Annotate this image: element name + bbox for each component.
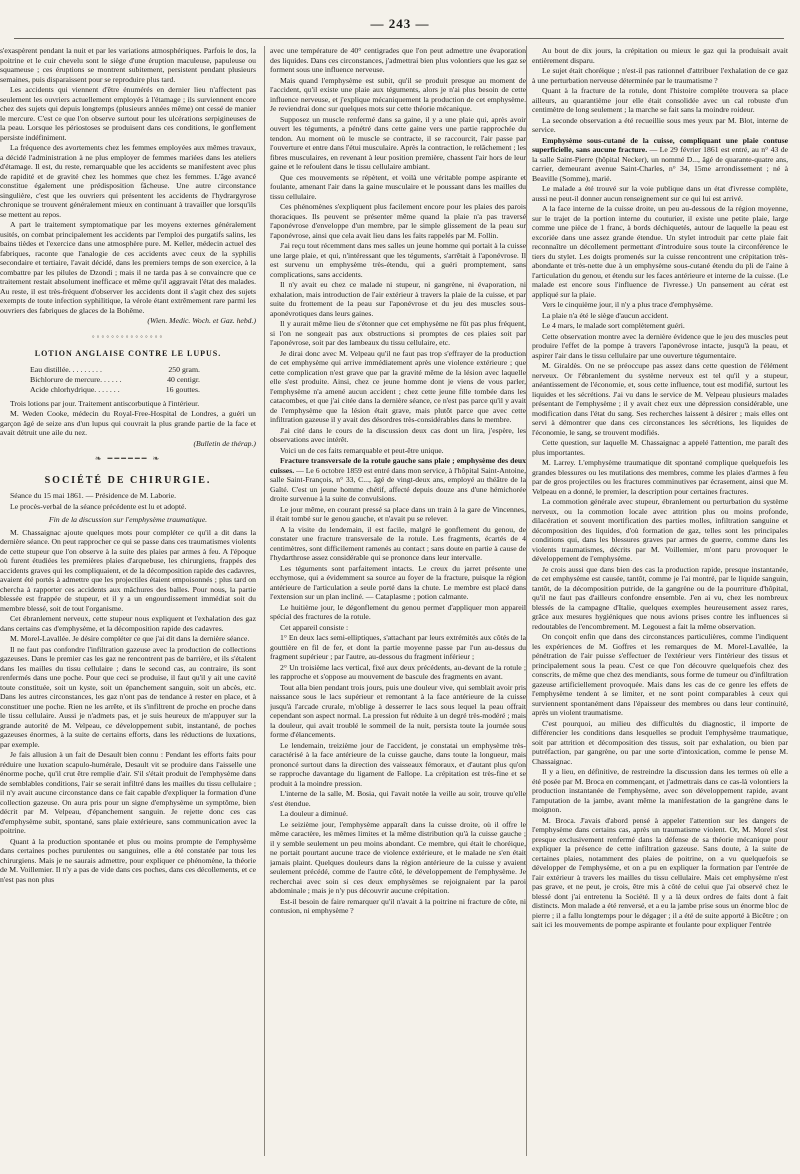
paragraph: Mais quand l'emphysème est subit, qu'il se produit presque au moment de l'accident, qu'il existe une plaie aux téguments, alors je n'ai plus besoin de cette influence nerveuse, et j'explique mécaniquement la production de cet emphysème. Je reviendrai donc sur quelques mots sur cette théorie mécanique. [270, 75, 526, 113]
paragraph [532, 136, 788, 184]
paragraph: Les accidents qui viennent d'être énumérés en dernier lieu n'affectent pas seulement les ouvriers actuellement employés à l'étamage ; ils surviennent encore chez des sujets qui depuis longtemps (plusieurs années même) ont cessé de manier le mercure. C'est ce que l'on observe surtout pour les ulcérations serpigineuses de la peau. Lorsque les périostoses se produisent dans ces conditions, le gonflement persiste indéfiniment. [0, 85, 256, 142]
paragraph: Le lendemain, treizième jour de l'accident, je constatai un emphysème très-caractérisé à la face antérieure de la cuisse gauche, dans toute la longueur, mais prononcé surtout dans la direction des vaisseaux fémoraux, et d'autant plus qu'on se rapproche davantage du ligament de Fallope. La crépitation est très-fine et se produit à la moindre pression. [270, 740, 526, 788]
paragraph: La commotion générale avec stupeur, ébranlement ou perturbation du système nerveux, ou la commotion locale avec attrition plus ou moins profonde, dilacération et souvent mortification des parties molles, infiltration sanguine et décomposition des liquides, d'où formation de gaz, telles sont les principales conditions qui, dans les blessures graves par armes de guerre, comme dans les violents traumatismes, décrits par M. Voillemier, m'ont paru provoquer le développement de l'emphysème. [532, 497, 788, 563]
paragraph: Quant à la fracture de la rotule, dont l'histoire complète trouvera sa place ailleurs, au quarantième jour elle était consolidée avec un cal robuste d'un centimètre de long seulement ; la marche se fait sans la moindre roideur. [532, 86, 788, 114]
source-citation: (Bulletin de thérap.) [193, 438, 256, 448]
paragraph: M. Weden Cooke, médecin du Royal-Free-Hospital de Londres, a guéri un garçon âgé de seize ans d'un lupus qui couvrait la plus grande partie de la face et avait détruit une aile du nez. [0, 409, 256, 437]
recipe [30, 365, 256, 395]
ingredient-name: Bichlorure de mercure. . . . . . [30, 374, 122, 384]
paragraph: A part le traitement symptomatique par les moyens externes généralement usités, on combat principalement les accidents par l'emploi des purgatifs salins, les bains tièdes et l'exercice dans une atmosphère pure. M. Keller, médecin actuel des fabriques, raconte que l'analogie de ces accidents avec ceux de la syphilis secondaire et tertiaire, l'avait décidé, dans les premiers temps de son exercice, à la combattre par les pilules de Dzondi ; mais il ne tarda pas à se convaincre que ce traitement restait absolument inefficace et même qu'il aggravait l'état des malades. Au reste, il est très-fréquent d'observer les accidents dont il s'agit chez des sujets exempts de toute infection syphilitique, la vérole étant extrêmement rare parmi les ouvriers des fabriques de glaces de la Bohême. [0, 220, 256, 315]
paragraph: M. Chassaignac ajoute quelques mots pour compléter ce qu'il a dit dans la dernière séance. On peut rapprocher ce qui se passe dans ces traumatismes violents de cette stupeur que l'on observe à la suite des plaies par armes à feu. A l'époque où furent étudiées les premières plaies d'arquebuse, les chirurgiens, frappés des accidents graves qui les compliquaient, et de la décomposition rapide des cadavres, avaient été portés à admettre que les projectiles étaient empoisonnés ; plus tard on chercha à rapporter ces accidents aux mâchures des balles. Pour nous, la partie blessée est frappée de stupeur, et il y a un engourdissement immédiat soit du membre blessé, soit de tout l'organisme. [0, 527, 256, 613]
paragraph: Il y a lieu, en définitive, de restreindre la discussion dans les termes où elle a été posée par M. Broca en commençant, et j'admettrais dans ce cas-là volontiers la production instantanée de l'emphysème, avec son développement rapide, avant l'amputation de la jambe, avant même la manifestation de la gangrène dans le moignon. [532, 767, 788, 814]
paragraph: Je fais allusion à un fait de Desault bien connu : Pendant les efforts faits pour réduire une luxation scapulo-humérale, Desault vit se produire dans l'aisselle une énorme poche, qu'il crut être remplie d'air. S'il s'était produit de l'emphysème dans de semblables conditions, l'air se serait infiltré dans les mailles du tissu cellulaire ; il n'y avait aucune circonstance dans ce fait capable d'expliquer la formation d'une collection gazeuse. On aura pris pour un signe d'emphysème un symptôme, bien décrit par M. Velpeau, d'épanchement sanguin. Je rejette donc ces cas d'emphysème subit, spontané, sans plaie extérieure, sans communication avec la poitrine. [0, 750, 256, 835]
paragraph: Je dirai donc avec M. Velpeau qu'il ne faut pas trop s'effrayer de la production de cet emphysème qui arrive immédiatement après une violence extérieure ; que cette complication n'est grave que par la gravité même de la lésion avec laquelle elle s'est produite. Ainsi, chez ce jeune homme dont je viens de vous parler, l'emphysème n'a amené aucun accident ; chez cette jeune fille tombée dans les catacombes, et que j'ai citée dans la dernière séance, ce n'est pas parce qu'il y avait de l'emphysème que la lésion était grave, mais plutôt parce que avec cette infiltration gazeuse il y avait des désordres très-considérables dans le membre. [270, 348, 526, 424]
paragraph: Il n'y avait eu chez ce malade ni stupeur, ni gangrène, ni évaporation, ni exhalation, mais introduction de l'air extérieur à travers la plaie de la cuisse, et par suite du frottement de la peau sur l'aponévrose et du jeu des muscles sous-aponévrotiques dans leurs gaines. [270, 280, 526, 318]
paragraph: La plaie n'a été le siège d'aucun accident. [542, 310, 669, 320]
ornament-divider: ❧ ━━━━━━ ❧ [94, 454, 162, 463]
ingredient-quantity: 40 centigr. [167, 374, 200, 384]
paragraph: Séance du 15 mai 1861. — Présidence de M. Laborie. [10, 491, 177, 500]
case-heading: Fracture transversale de la rotule gauche sans plaie ; emphysème des deux cuisses. [270, 456, 526, 475]
ingredient-name: Acide chlorhydrique. . . . . . . [30, 384, 120, 394]
paragraph-text: — Le 29 février 1861 est entré, au n° 43 de la salle Saint-Pierre (hôpital Necker), un nommé D..., âgé de quarante-quatre ans, carrier, demeurant avenue Saint-Charles, n° 34, 15me arrondissement ; né à Beaville (Somme), marié. [532, 145, 788, 183]
paragraph: La douleur a diminué. [280, 809, 348, 818]
paragraph: L'interne de la salle, M. Bosia, qui l'avait notée la veille au soir, trouve qu'elle s'est étendue. [270, 789, 526, 808]
ingredient-quantity: 16 gouttes. [165, 384, 200, 394]
paragraph: 1° En deux lacs semi-elliptiques, s'attachant par leurs extrémités aux côtés de la gouttière en fil de fer, et dont la partie moyenne passe par l'un au-dessus du fragment supérieur ; par l'autre, au-dessous du fragment inférieur ; [270, 633, 526, 661]
paragraph: Le jour même, en courant pressé sa place dans un train à la gare de Vincennes, il était tombé sur le genou gauche, et n'avait pu se relever. [270, 504, 526, 523]
paragraph: On conçoit enfin que dans des circonstances particulières, comme l'indiquent les expériences de M. Goffres et les remarques de M. Morel-Lavallée, la pénétration de l'air puisse s'effectuer de l'extérieur vers l'intérieur des tissus et principalement sous la peau. C'est ce que l'on découvre quelquefois chez des conscrits, de même que chez des mendiants, sous forme de tumeur ou d'infiltration gazeuse artificiellement provoquée. Mais dans les cas de ce genre les effets de l'emphysème tendent à se limiter, et ne sont point comparables à ceux qui surviennent spontanément dans l'épaisseur des membres ou dans leur continuité, après un violent traumatisme. [532, 632, 788, 717]
recipe-row [30, 385, 200, 395]
column-left [0, 46, 256, 1161]
recipe-row [30, 375, 200, 385]
column-divider [526, 46, 527, 1156]
column-middle [270, 46, 526, 1161]
paragraph: Cette observation montre avec la dernière évidence que le jeu des muscles peut produire l'effet de la pompe à travers l'aponévrose intacte, jusqu'à la peau, et aspirer l'air dans le tissu cellulaire par une ouverture tégumentaire. [532, 331, 788, 360]
paragraph: Il y aurait même lieu de s'étonner que cet emphysème ne fût pas plus fréquent, si l'on ne songeait pas aux obstructions si promptes de ces plaies soit par l'aponévrose, soit par des lambeaux du tissu cellulaire, etc. [270, 319, 526, 347]
paragraph: Cet appareil consiste : [280, 622, 349, 632]
ornament-divider: ◦◦◦◦◦◦◦◦◦◦◦◦◦◦◦ [91, 331, 165, 341]
page-number: — 243 — [370, 16, 430, 31]
paragraph: Le procès-verbal de la séance précédente est lu et adopté. [10, 501, 187, 511]
paragraph: avec une température de 40° centigrades que l'on peut admettre une évaporation des liquides. Dans ces circonstances, j'admettrai bien plus volontiers que les gaz se forment sous une influence nerveuse. [270, 46, 526, 74]
paragraph: Supposez un muscle renfermé dans sa gaine, il y a une plaie qui, après avoir ouvert les téguments, a pénétré dans cette gaine vers une partie rapprochée du tendon. Au moment où le muscle se contracte, il se raccourcit, l'air passe par l'ouverture et entre dans l'étui musculaire. Après la contraction, le relâchement ; les fibres musculaires, en revenant à leur position première, chassent l'air hors de leur gaine et le refoulent dans le tissu cellulaire ambiant. [270, 114, 526, 171]
column-divider [264, 46, 265, 1156]
paragraph: Vers le cinquième jour, il n'y a plus trace d'emphysème. [542, 300, 713, 309]
paragraph [270, 456, 526, 504]
paragraph: Cette question, sur laquelle M. Chassaignac a appelé l'attention, me paraît des plus importantes. [532, 438, 788, 457]
paragraph: Le 4 mars, le malade sort complètement guéri. [542, 321, 685, 330]
recipe-row [30, 365, 200, 375]
paragraph: Que ces mouvements se répètent, et voilà une véritable pompe aspirante et foulante, amenant l'air dans la gaine musculaire et le poussant dans les mailles du tissu cellulaire. [270, 172, 526, 201]
paragraph: M. Giraldès. On ne se préoccupe pas assez dans cette question de l'élément nerveux. Or l'ébranlement du système nerveux est tel qu'il y a stupeur, anéantissement de l'économie, et, sous cette influence, tout est modifié, surtout les liquides et les sécrétions. J'ai vu dans le service de M. Velpeau plusieurs malades présentant de l'emphysème ; il y avait chez eux une dépression considérable, une modification dans l'état du sang. Ses recherches laissent à désirer ; mais elles ont servi à démontrer que dans ces circonstances les sécrétions, les liquides de l'économie, le sang, se trouvent modifiés. [532, 361, 788, 437]
paragraph: Il ne faut pas confondre l'infiltration gazeuse avec la production de collections gazeuses. Dans le premier cas les gaz ne rencontrent pas de barrière, et ils s'étalent dans les mailles du tissu cellulaire ; dans le second cas, au contraire, ils sont renfermés dans une poche. Pour que ceci se produise, il faut qu'il y ait une cavité toute constituée, soit un kyste, soit un épanchement sanguin, soit un abcès, etc. Dans les autres circonstances, les gaz n'ont pas de tendance à rester en place, et à constituer une poche. Rien ne les arrête, et ils s'infiltrent de proche en proche dans le tissu cellulaire. Aussi je n'admets pas, et je suis heureux de m'appuyer sur la grande autorité de M. Velpeau, ce développement subit, instantané, de poches gazeuses énormes, à la suite de certains efforts, dans les réductions de luxations, par exemple. [0, 644, 256, 749]
paragraph: C'est pourquoi, au milieu des difficultés du diagnostic, il importe de différencier les conditions dans lesquelles se produit l'emphysème traumatique, soit par attrition et décomposition des tissus, soit par exhalation, ou bien par putréfaction, par gangrène, ou par une sorte d'intoxication, comme le pense M. Chassaignac. [532, 718, 788, 766]
discussion-heading: Fin de la discussion sur l'emphysème traumatique. [48, 515, 208, 524]
paragraph: Est-il besoin de faire remarquer qu'il n'avait à la poitrine ni fracture de côte, ni contusion, ni emphysème ? [270, 896, 526, 915]
paragraph: 2° Un troisième lacs vertical, fixé aux deux précédents, au-devant de la rotule ; les rapproche et s'oppose au mouvement de bascule des fragments en avant. [270, 662, 526, 681]
paragraph: M. Larrey. L'emphysème traumatique dit spontané complique quelquefois les grandes blessures ou les mutilations des membres, comme les plaies d'armes à feu par de gros projectiles ou les fractures comminutives par écrasement, ainsi que M. Velpeau en a donné, le premier, la description pour certaines fractures. [532, 458, 788, 496]
paragraph: Quant à la production spontanée et plus ou moins prompte de l'emphysème dans certaines poches purulentes ou sanguines, elle a été constatée par tous les chirurgiens. Mais je ne saurais admettre, pour expliquer ce phénomène, la théorie de M. Voillemier. Il n'y a pas de vide dans ces poches, dans ces décollements, et ce n'est pas non plus [0, 836, 256, 884]
paragraph: Le seizième jour, l'emphysème apparaît dans la cuisse droite, où il offre le même caractère, les mêmes limites et la même distribution qu'à la cuisse gauche ; il y semble seulement un peu moins abondant. Ce membre, qui était le choréique, ne portait pourtant aucune trace de violence extérieure, et le malade ne s'en était jamais plaint. Quelques douleurs dans la région antérieure de la cuisse y avaient seulement précédé, comme de l'autre côté, le développement de l'emphysème. Je recherchai avec soin si ces deux emphysèmes se rejoignaient par la paroi abdominale ; mais je n'y pus découvrir aucune crépitation. [270, 819, 526, 895]
paragraph: Les téguments sont parfaitement intacts. Le creux du jarret présente une ecchymose, qui a évidemment sa source au foyer de la fracture, puisque la région antérieure de l'articulation a seule porté dans la chute. Le membre est placé dans l'extension sur un plan incliné. — Cataplasme ; potion calmante. [270, 563, 526, 601]
paragraph: s'exaspèrent pendant la nuit et par les variations atmosphériques. Parfois le dos, la poitrine et le cuir chevelu sont le siège d'une éruption maculeuse, papuleuse ou squameuse ; ces éruptions se montrent subitement, persistent pendant plusieurs semaines, puis disparaissent pour se reproduire plus tard. [0, 46, 256, 84]
paragraph: Cet ébranlement nerveux, cette stupeur nous expliquent et l'exhalation des gaz dans certains cas d'emphysème, et la décomposition rapide des cadavres. [0, 614, 256, 633]
source-citation: (Wien. Medic. Woch. et Gaz. hebd.) [147, 316, 256, 325]
paragraph: J'ai reçu tout récemment dans mes salles un jeune homme qui portait à la cuisse une large plaie, et qui, n'intéressant que les téguments, s'arrêtait à l'aponévrose. Il est survenu un emphysème très-étendu, qui a guéri promptement, sans complications, sans accidents. [270, 241, 526, 279]
section-title: LOTION ANGLAISE CONTRE LE LUPUS. [34, 349, 222, 358]
paragraph: Au bout de dix jours, la crépitation ou mieux le gaz qui la produisait avait entièrement disparu. [532, 46, 788, 65]
paragraph: Le huitième jour, le dégonflement du genou permet d'appliquer mon appareil spécial des fractures de la rotule. [270, 602, 526, 621]
paragraph: M. Morel-Lavallée. Je désire compléter ce que j'ai dit dans la dernière séance. [10, 634, 250, 643]
ingredient-quantity: 250 gram. [168, 364, 200, 374]
paragraph: Je crois aussi que dans bien des cas la production rapide, presque instantanée, de cet emphysème est causée, tantôt, comme je l'ai montré, par le liquide sanguin, tantôt, de la décomposition putride, de la gangrène ou de la pourriture d'hôpital, qu'il ne faut pas d'ailleurs confondre ensemble. J'en ai vu, chez les nombreux blessés de la campagne d'Italie, quelques exemples heureusement assez rares, grâce aux mesures hygiéniques que nous avions prises contre les influences si redoutables de l'encombrement. M. Legouest a fait la même observation. [532, 564, 788, 631]
paragraph: Voici un de ces faits remarquable et peut-être unique. [280, 445, 444, 455]
paragraph-text: — Le 6 octobre 1859 est entré dans mon service, à l'hôpital Saint-Antoine, salle Saint-François, n° 33, C..., âgé de vingt-deux ans, employé au théâtre de la Gaîté. C'est un jeune homme chétif, affecté depuis douze ans d'une hémichorée droite survenue à la suite de convulsions. [270, 465, 526, 503]
column-right [532, 46, 788, 1161]
ingredient-name: Eau distillée. . . . . . . . . [30, 364, 102, 374]
paragraph: Trois lotions par jour. Traitement antiscorbutique à l'intérieur. [10, 398, 200, 408]
paragraph: La fréquence des avortements chez les femmes employées aux mêmes travaux, a décidé l'administration à ne plus employer de femmes mariées dans les ateliers d'étamage. Il est, du reste, remarquable que les accidents se manifestent avec plus de rapidité et de gravité chez les hommes que chez les femmes. L'âge avancé constitue également une prédisposition fâcheuse. Une autre circonstance singulière, c'est que les ouvriers qui présentent les accidents de l'hydrargyrose chronique se trouvent généralement mieux en continuant à travailler que lorsqu'ils se mettent au repos. [0, 143, 256, 219]
paragraph: M. Broca. J'avais d'abord pensé à appeler l'attention sur les dangers de l'emphysème dans certains cas, après un traumatisme violent. Or, M. Morel s'est presque exclusivement renfermé dans la défense de sa théorie mécanique pour expliquer la présence de cette infiltration gazeuse. Sans doute, à la suite de certaines plaies, notamment des plaies de poitrine, on a vu quelquefois se développer de l'emphysème, et on a pu en expliquer la formation par l'entrée de l'air extérieur à travers les mailles du tissu cellulaire. Mais cet emphysème n'est pas grave, et ne peut, je crois, être mis à côté de celui que j'ai observé chez le blessé dont j'ai entretenu la Société. Il y a là deux ordres de faits dont à fait distincts. Mon malade a été renversé, et a eu la jambe prise sous un énorme bloc de pierre ; il a fallu longtemps pour le dégager ; il a été de suite apporté à Bicêtre ; on sait ici les mouvements de pompe aspirante et foulante pour expliquer l'entrée [532, 815, 788, 929]
society-title: SOCIÉTÉ DE CHIRURGIE. [44, 474, 212, 486]
header-rule [14, 38, 784, 39]
paragraph: Ces phénomènes s'expliquent plus facilement encore pour les plaies des parois thoraciques. Ils peuvent se présenter même quand la plaie n'a pas traversé l'aponévrose d'enveloppe d'un membre, par le simple glissement de la peau sur l'aponévrose, ainsi que cela avait lieu dans les faits rappelés par M. Follin. [270, 202, 526, 240]
paragraph: Tout alla bien pendant trois jours, puis une douleur vive, qui semblait avoir pris naissance sous le lacs supérieur et remontant à la face antérieure de la cuisse jusqu'à l'arcade crurale, m'oblige à desserrer le lacs sous lequel la peau offrait cependant son aspect normal. La pression fut réduite à un degré très-modéré ; mais la douleur, qui avait troublé le sommeil de la nuit, persista toute la journée sous forme d'élancements. [270, 682, 526, 739]
case-heading: Emphysème sous-cutané de la cuisse, compliquant une plaie contuse superficielle, sans aucune fracture. [532, 135, 788, 154]
paragraph: A la visite du lendemain, il est facile, malgré le gonflement du genou, de constater une fracture transversale de la rotule. Les fragments, écartés de 4 centimètres, sont difficilement ramenés au contact ; sans doute en partie à cause de l'hydarthrose assez considérable qui se prononce dans leur intervalle. [270, 524, 526, 562]
paragraph: La seconde observation a été recueillie sous mes yeux par M. Blot, interne de service. [532, 115, 788, 134]
paragraph: Le sujet était choréique ; n'est-il pas rationnel d'attribuer l'exhalation de ce gaz à une perturbation nerveuse déterminée par le traumatisme ? [532, 66, 788, 85]
paragraph: A la face interne de la cuisse droite, un peu au-dessous de la région moyenne, sur le trajet de la portion interne du couturier, il existe une petite plaie, large comme une pièce de 1 franc, à bords déchiquetés, autour de laquelle la peau est excoriée dans une assez grande étendue. Un stylet introduit par cette plaie fait reconnaître un décollement permettant d'introduire sous toute la circonférence le tiers du stylet. Les doigts promenés sur la cuisse rencontrent une crépitation très-abondante et très-nette due à un emphysème sous-cutané étendu du pli de l'aine à l'articulation du genou, et étendu sur les faces antérieure et interne de la cuisse. (Le malade est encore sous l'influence de l'ivresse.) Un pansement au cérat est appliqué sur la plaie. [532, 204, 788, 299]
paragraph: Le malade a été trouvé sur la voie publique dans un état d'ivresse complète, aussi ne peut-il donner aucun renseignement sur ce qui lui est arrivé. [532, 184, 788, 203]
paragraph: J'ai cité dans le cours de la discussion deux cas dont un lira, j'espère, les observations avec intérêt. [270, 425, 526, 444]
